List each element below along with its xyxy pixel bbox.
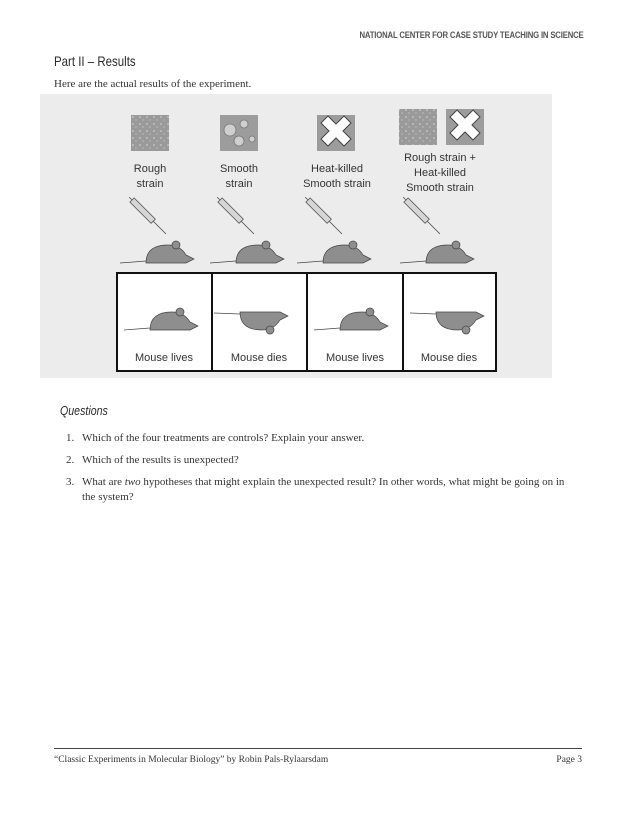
question-text (82, 475, 564, 504)
section-title: Part II – Results (54, 53, 136, 69)
question-text-part: Which of the four treatments are controls? Explain your answer. (82, 432, 365, 444)
syringe-icon (127, 195, 168, 236)
syringe-icon (303, 195, 344, 236)
syringe-icon (401, 195, 442, 236)
treatment-label-2a: Smooth (220, 163, 258, 175)
treatment-label-4c: Smooth strain (406, 182, 474, 194)
treatment-label-1b: strain (136, 178, 164, 190)
treatment-label-1a: Rough (133, 163, 167, 175)
outcome-label-4: Mouse dies (420, 352, 478, 364)
mouse-icon (297, 241, 371, 263)
outcome-label-3: Mouse lives (325, 352, 385, 364)
intro-text: Here are the actual results of the experiment. (54, 78, 252, 90)
treatment-label-4a: Rough strain + (404, 152, 476, 164)
question-text (82, 453, 239, 468)
treatment-label-4b: Heat-killed (414, 167, 466, 179)
mouse-icon (120, 241, 194, 263)
outcome-label-1: Mouse lives (134, 352, 194, 364)
question-number: 3. (66, 476, 75, 488)
culture-heat-killed (317, 115, 355, 151)
culture-rough (131, 115, 169, 151)
question-item (66, 431, 586, 446)
header-org-name: NATIONAL CENTER FOR CASE STUDY TEACHING IN SCIENCE (359, 30, 584, 40)
questions-list (66, 431, 586, 512)
question-number: 1. (66, 432, 75, 444)
question-text (82, 431, 364, 446)
question-text-part: hypotheses that might explain the unexpected result? In other words, what might be going on in (140, 476, 565, 488)
mouse-icon (210, 241, 284, 263)
culture-smooth (220, 115, 258, 151)
question-item (66, 453, 586, 468)
footer-divider (54, 748, 582, 749)
question-item (66, 475, 586, 504)
question-text-part: the system? (82, 490, 134, 503)
syringe-icon (215, 195, 256, 236)
experiment-figure (40, 94, 552, 378)
footer-citation: “Classic Experiments in Molecular Biology” by Robin Pals-Rylaarsdam (54, 755, 329, 765)
question-text-part: What are (82, 476, 125, 488)
questions-heading: Questions (60, 404, 108, 418)
outcome-label-2: Mouse dies (230, 352, 288, 364)
treatment-label-2b: strain (225, 178, 253, 190)
mouse-icon (400, 241, 474, 263)
treatment-label-3b: Smooth strain (303, 178, 371, 190)
question-emphasis: two (124, 476, 141, 488)
experiment-diagram (40, 94, 552, 378)
question-text-part: Which of the results is unexpected? (82, 454, 239, 466)
question-number: 2. (66, 454, 75, 466)
culture-mixed (399, 109, 484, 145)
treatment-label-3a: Heat-killed (311, 163, 363, 175)
page-number: Page 3 (556, 755, 582, 765)
